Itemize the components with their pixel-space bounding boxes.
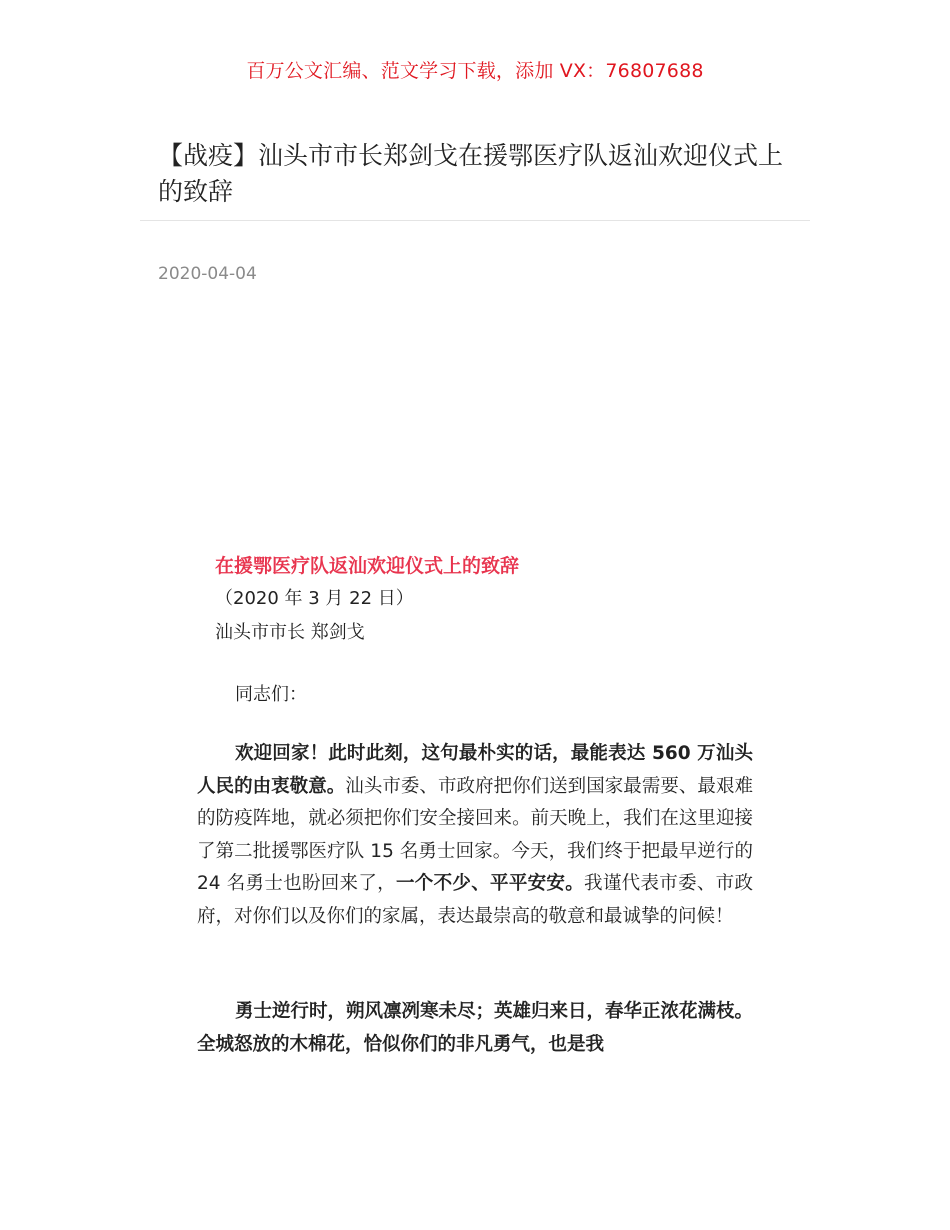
paragraph-2-bold-lead: 勇士逆行时，朔风凛冽寒未尽；英雄归来日，春华正浓花满枝。全城怒放的木棉花，恰似你们的非凡勇气，也是我	[197, 1001, 754, 1055]
download-banner: 百万公文汇编、范文学习下载，添加 VX：76807688	[246, 60, 704, 82]
paragraph-1-bold-mid: 一个不少、平平安安。	[395, 873, 585, 894]
paragraph-1-text-end: 我谨代表市委、市政府，对你们以及你们的家属，表达最崇高的敬意和最诚挚的问候！	[197, 873, 753, 927]
paragraph-1-text: 汕头市委、市政府把你们送到国家最需要、最艰难的防疫阵地，就必须把你们安全接回来。前天晚上，我们在这里迎接了第二批援鄂医疗队 15 名勇士回家。今天，我们终于把最早逆行的 24 名勇士也盼回来了，	[197, 775, 753, 894]
paragraph-1	[197, 738, 753, 933]
article-date: 2020-04-04	[158, 264, 257, 284]
speech-author: 汕头市市长 郑剑戈	[215, 622, 365, 643]
title-divider	[140, 220, 810, 221]
paragraph-2	[197, 996, 753, 1061]
speech-greeting: 同志们：	[235, 684, 307, 705]
speech-title: 在援鄂医疗队返汕欢迎仪式上的致辞	[215, 555, 520, 577]
speech-date: （2020 年 3 月 22 日）	[215, 588, 414, 609]
paragraph-1-bold-lead: 欢迎回家！此时此刻，这句最朴实的话，最能表达 560 万汕头人民的由衷敬意。	[197, 743, 753, 797]
article-title: 【战疫】汕头市市长郑剑戈在援鄂医疗队返汕欢迎仪式上的致辞	[158, 141, 784, 206]
